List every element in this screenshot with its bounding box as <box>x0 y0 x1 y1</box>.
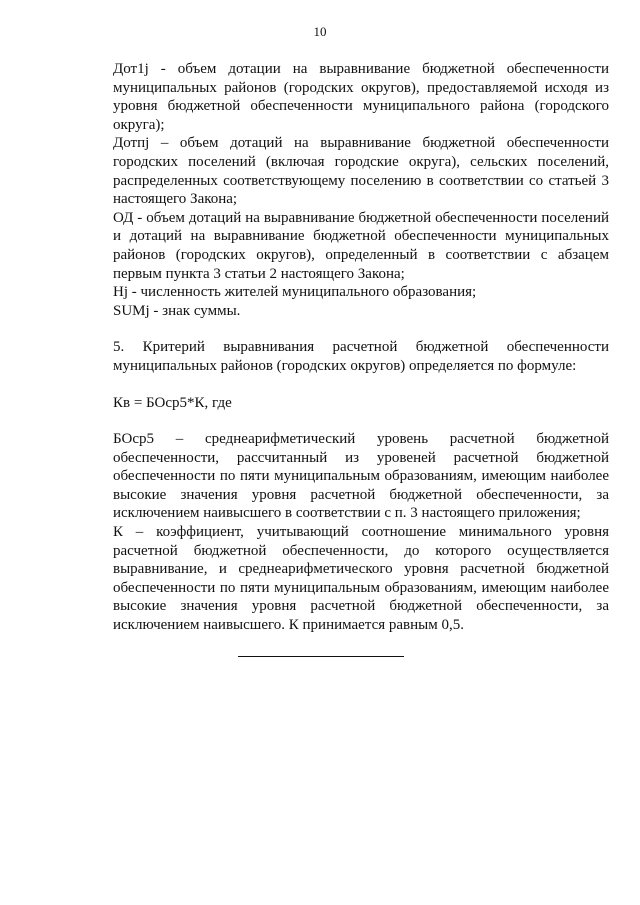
page-number: 10 <box>313 24 327 39</box>
definition-od: ОД - объем дотаций на выравнивание бюджетной обеспеченности поселений и дотаций на выравнивание бюджетной обеспеченности муниципальных районов (городских округов), определенный в соответствии с абзацем первым пункта 3 статьи 2 настоящего Закона; <box>113 209 609 282</box>
section-5-text: 5. Критерий выравнивания расчетной бюджетной обеспеченности муниципальных районов (городских округов) определяется по формуле: <box>113 339 609 374</box>
definition-bocp5: БОср5 – среднеарифметический уровень расчетной бюджетной обеспеченности, рассчитанный из уровеней расчетной бюджетной обеспеченности по пяти муниципальным образованиям, имеющим наиболее высокие значения уровня расчетной бюджетной обеспеченности, за исключением наивысшего в соответствии с п. 3 настоящего приложения; <box>113 431 609 522</box>
spacer <box>113 376 609 394</box>
document-body <box>113 60 609 635</box>
spacer <box>113 412 609 430</box>
definition-dot1j: Дот1j - объем дотации на выравнивание бюджетной обеспеченности муниципальных районов (городских округов), предоставляемой исходя из уровня бюджетной обеспеченности муниципального района (городского округа); <box>113 61 609 133</box>
definition-k: К – коэффициент, учитывающий соотношение минимального уровня расчетной бюджетной обеспеченности, до которого осуществляется выравнивание, и среднеарифметического уровня расчетной бюджетной обеспеченности по пяти муниципальным образованиям, имеющим наиболее высокие значения уровня расчетной бюджетной обеспеченности, за исключением наивысшего. К принимается равным 0,5. <box>113 524 609 634</box>
spacer <box>113 320 609 338</box>
definition-hj: Нj - численность жителей муниципального образования; <box>113 284 477 301</box>
definition-dotpj: Дотпj – объем дотаций на выравнивание бюджетной обеспеченности городских поселений (включая городские округа), сельских поселений, распределенных соответствующему поселению в соответствии со статьей 3 настоящего Закона; <box>113 135 609 208</box>
end-rule <box>238 656 404 657</box>
formula: Кв = БОср5*К, где <box>113 394 232 411</box>
definition-sumj: SUMj - знак суммы. <box>113 302 241 319</box>
